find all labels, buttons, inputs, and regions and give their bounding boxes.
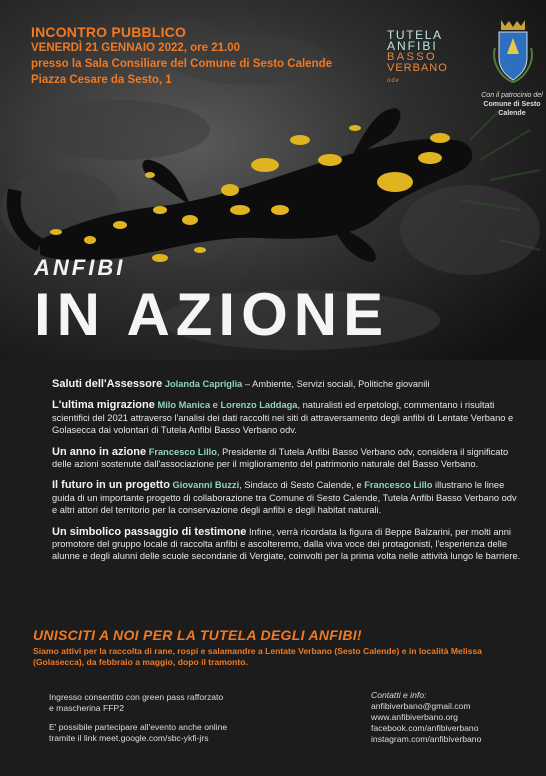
event-type: INCONTRO PUBBLICO xyxy=(31,24,187,40)
program-text: – Ambiente, Servizi sociali, Politiche giovanili xyxy=(242,379,430,389)
tutela-anfibi-logo xyxy=(387,30,459,87)
speaker-name: Francesco Lillo xyxy=(364,480,433,491)
logo-line-2: ANFIBI xyxy=(387,39,438,53)
contacts xyxy=(371,690,531,745)
access-line-2: e mascherina FFP2 xyxy=(49,703,124,713)
program-item xyxy=(52,446,522,471)
page-title: IN AZIONE xyxy=(34,281,390,348)
program-item xyxy=(52,378,522,390)
speaker-name: Milo Manica xyxy=(157,400,211,411)
program-list xyxy=(52,378,522,572)
program-text: , naturalisti ed erpetologi, commentano i risultati scientifici del 2021 attraverso l'analisi dei dati raccolti nei siti di attraversamento degli anfibi di Lentate Verbano e Golasecca dai volontari di Tutela Anfibi Basso Verbano odv. xyxy=(52,400,514,436)
program-text: e xyxy=(210,400,221,411)
contact-website[interactable]: www.anfibiverbano.org xyxy=(371,712,458,722)
program-lead: Un anno in azione xyxy=(52,445,147,458)
program-lead: Saluti dell'Assessore xyxy=(52,378,163,390)
logo-suffix: odv xyxy=(387,78,400,84)
event-address: Piazza Cesare da Sesto, 1 xyxy=(31,74,172,86)
logo-line-4: VERBANO xyxy=(387,62,448,74)
program-text: , Presidente di Tutela Anfibi Basso Verbano odv, considera il significato delle azioni sostenute dall'associazione per il miglioramento del patrimonio naturale del Basso Verbano. xyxy=(52,446,509,470)
program-text: Infine, verrà ricordata la figura di Beppe Balzarini, per molti anni promotore del gruppo locale di raccolta anfibi e ascolteremo, dalla viva voce dei protagonisti, l'esperienza delle alunne e degli alunni delle scuole secondarie di Vergiate, coinvolti per la prima volta nelle attività lungo le barriere. xyxy=(52,526,521,562)
program-lead: L'ultima migrazione xyxy=(52,399,155,412)
title-small: ANFIBI xyxy=(34,255,126,280)
access-info xyxy=(49,692,279,752)
program-item xyxy=(52,479,522,516)
logo-line-1: TUTELA xyxy=(387,28,443,42)
comune-crest-icon xyxy=(489,18,537,84)
contact-facebook[interactable]: facebook.com/anfibiverbano xyxy=(371,723,479,733)
online-line-1: E' possibile partecipare all'evento anche online xyxy=(49,722,228,732)
event-place: presso la Sala Consiliare del Comune di Sesto Calende xyxy=(31,58,333,70)
hero-photo xyxy=(0,0,546,360)
speaker-name: Jolanda Capriglia xyxy=(164,379,243,389)
patrocinio-text: Con il patrocinio del xyxy=(481,92,543,99)
program-lead: Il futuro in un progetto xyxy=(52,479,170,492)
call-to-action-text: Siamo attivi per la raccolta di rane, rospi e salamandre a Lentate Verbano (Sesto Calende) e in località Melissa (Golasecca), da febbraio a maggio, dopo il tramonto. xyxy=(33,646,482,667)
program-item xyxy=(52,526,522,563)
speaker-name: Francesco Lillo xyxy=(148,446,217,457)
online-line-2[interactable]: tramite il link meet.google.com/sbc-ykfi-jrs xyxy=(49,733,209,743)
speaker-name: Giovanni Buzzi xyxy=(172,480,240,491)
logo-line-3: BASSO xyxy=(387,51,437,63)
patrocinio-note xyxy=(479,91,545,118)
program-item xyxy=(52,399,522,436)
event-date: VENERDÌ 21 GENNAIO 2022, ore 21.00 xyxy=(31,42,241,54)
program-text: , Sindaco di Sesto Calende, e xyxy=(239,480,365,491)
contact-instagram[interactable]: instagram.com/anfibiverbano xyxy=(371,734,482,744)
contacts-heading: Contatti e info: xyxy=(371,690,427,700)
program-text: illustrano le linee guida di un importante progetto di collaborazione tra Comune di Sesto Calende, Tutela Anfibi Basso Verbano odv e altri attori del territorio per la conservazione degli anfibi e degli habitat naturali. xyxy=(52,480,517,516)
contact-email[interactable]: anfibiverbano@gmail.com xyxy=(371,701,471,711)
access-line-1: Ingresso consentito con green pass rafforzato xyxy=(49,692,224,702)
patrocinio-comune: Comune di Sesto Calende xyxy=(483,101,541,117)
speaker-name: Lorenzo Laddaga xyxy=(220,400,298,411)
program-lead: Un simbolico passaggio di testimone xyxy=(52,525,247,538)
call-to-action-title: UNISCITI A NOI PER LA TUTELA DEGLI ANFIBI! xyxy=(33,627,362,643)
